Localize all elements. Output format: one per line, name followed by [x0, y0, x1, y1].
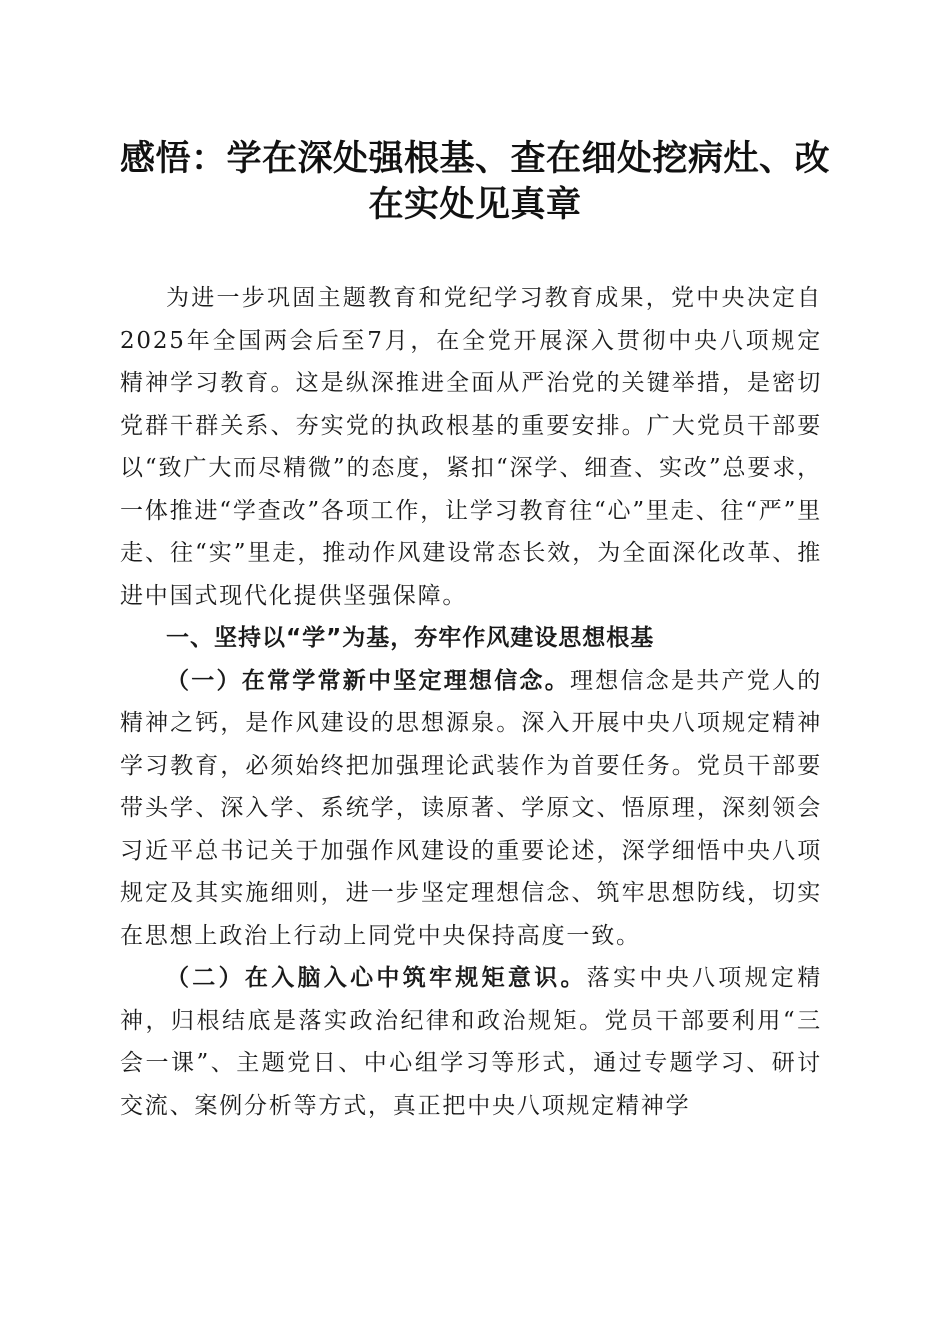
title-line-2: 在实处见真章: [368, 185, 582, 225]
paragraph-2-text: 落实中央八项规定精神，归根结底是落实政治纪律和政治规矩。党员干部要利用“三会一课”、主题党日、中心组学习等形式，通过专题学习、研讨交流、案例分析等方式，真正把中央八项规定精神学: [120, 965, 822, 1119]
document-title: [100, 136, 850, 228]
intro-paragraph: 为进一步巩固主题教育和党纪学习教育成果，党中央决定自2025年全国两会后至7月，在全党开展深入贯彻中央八项规定精神学习教育。这是纵深推进全面从严治党的关键举措，是密切党群干群关系、夯实党的执政根基的重要安排。广大党员干部要以“致广大而尽精微”的态度，紧扣“深学、细查、实改”总要求，一体推进“学查改”各项工作，让学习教育往“心”里走、往“严”里走、往“实”里走，推动作风建设常态长效，为全面深化改革、推进中国式现代化提供坚强保障。: [120, 285, 822, 609]
paragraph-1-subtitle: （一）在常学常新中坚定理想信念。: [166, 666, 570, 694]
paragraph-1-text: 理想信念是共产党人的精神之钙，是作风建设的思想源泉。深入开展中央八项规定精神学习教育，必须始终把加强理论武装作为首要任务。党员干部要带头学、深入学、系统学，读原著、学原文、悟原理，深刻领会习近平总书记关于加强作风建设的重要论述，深学细悟中央八项规定及其实施细则，进一步坚定理想信念、筑牢思想防线，切实在思想上政治上行动上同党中央保持高度一致。: [120, 667, 822, 949]
paragraph-2: [120, 957, 822, 1127]
paragraph-1: [120, 660, 822, 958]
title-line-1: 感悟：学在深处强根基、查在细处挖病灶、改: [119, 139, 830, 179]
section-heading-1: 一、坚持以“学”为基，夯牢作风建设思想根基: [166, 625, 655, 651]
document-body: [120, 277, 822, 1127]
paragraph-2-subtitle: （二）在入脑入心中筑牢规矩意识。: [166, 964, 587, 991]
